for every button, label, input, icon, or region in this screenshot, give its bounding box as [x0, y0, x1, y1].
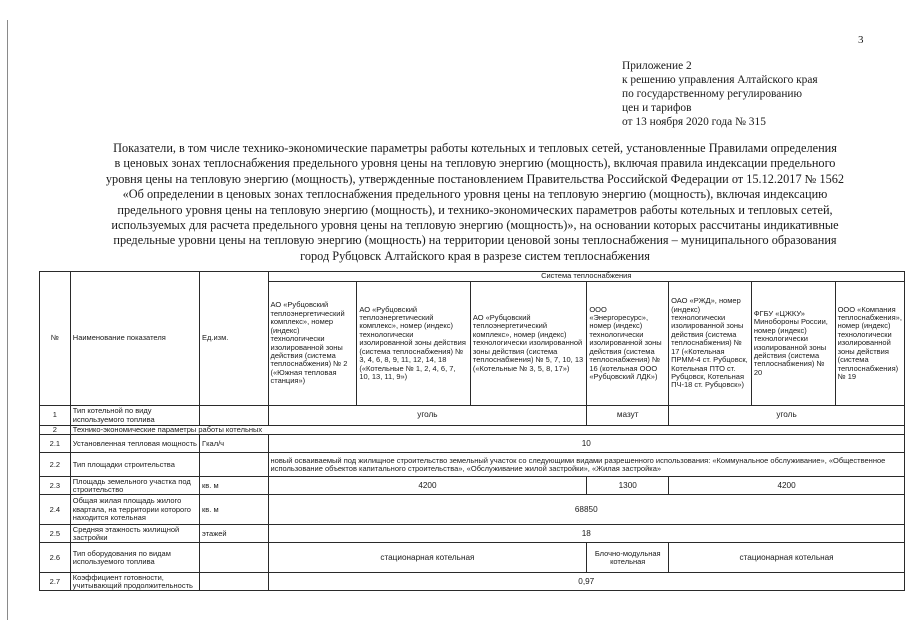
table-row [40, 435, 905, 453]
row-value: уголь [268, 406, 587, 426]
row-unit [200, 406, 268, 426]
row-name: Тип оборудования по видам используемого топлива [70, 543, 199, 573]
title-line: уровня цены на тепловую энергию (мощность), утвержденные постановлением Правительства Российской Федерации от 15.12.2017 № 1562 [105, 171, 845, 186]
title-line: в ценовых зонах теплоснабжения предельного уровня цены на тепловую энергию (мощность), включая правила индексации предельного [114, 156, 836, 171]
header-system-2: АО «Рубцовский теплоэнергетический комплекс», номер (индекс) технологически изолированной зоны действия (система теплоснабжения) № 3, 4, 6, 8, 9, 11, 12, 14, 18 («Котельные № 1, 2, 4, 6, 7, 10, 13, 11, 9») [357, 282, 471, 406]
title-line: предельные уровни цены на тепловую энергию (мощность) на территории ценовой зоны теплоснабжения – муниципального образования [113, 233, 837, 248]
row-value: новый осваиваемый под жилищное строительство земельный участок со следующими видами разрешенного использования: «Коммунальное обслуживание», «Общественное использование объектов капитального строительства», «Обслуживание жилой застройки», «Жилая застройка» [268, 453, 905, 477]
header-heat-supply-system: Система теплоснабжения [268, 272, 905, 282]
table-row [40, 453, 905, 477]
title-line: используемых для расчета предельного уровня цены на тепловую энергию (мощность)», на основании которых рассчитаны индикативные [111, 218, 839, 233]
row-value: стационарная котельная [669, 543, 905, 573]
appendix-line: от 13 ноября 2020 года № 315 [622, 115, 766, 128]
parameters-table [39, 271, 905, 591]
header-system-7: ООО «Компания теплоснабжения», номер (индекс) технологически изолированной зоны действия (система теплоснабжения) № 19 [835, 282, 904, 406]
row-value: 4200 [268, 477, 587, 495]
row-value: уголь [669, 406, 905, 426]
title-line: предельного уровня цены на тепловую энергию (мощность), и технико-экономических параметров работы котельных и тепловых сетей, [117, 202, 833, 217]
appendix-line: к решению управления Алтайского края [622, 73, 818, 86]
title-line: «Об определении в ценовых зонах теплоснабжения предельного уровня цены на тепловую энергию (мощность), включая индексацию [122, 187, 828, 202]
row-number: 2.5 [40, 525, 71, 543]
header-system-3: АО «Рубцовский теплоэнергетический комплекс», номер (индекс) технологически изолированной зоны действия (система теплоснабжения) № 5, 7, 10, 13 («Котельные № 3, 5, 8, 17») [470, 282, 586, 406]
header-system-1: АО «Рубцовский теплоэнергетический комплекс», номер (индекс) технологически изолированной зоны действия (система теплоснабжения) № 2 («Южная тепловая станция») [268, 282, 357, 406]
row-name: Площадь земельного участка под строительство [70, 477, 199, 495]
title-line: город Рубцовск Алтайского края в разрезе систем теплоснабжения [300, 248, 650, 263]
document-title [80, 141, 870, 264]
table-row [40, 426, 905, 435]
header-no: № [40, 272, 71, 406]
row-name: Тип площадки строительства [70, 453, 199, 477]
row-number: 2.2 [40, 453, 71, 477]
row-unit: кв. м [200, 477, 268, 495]
row-unit: кв. м [200, 495, 268, 525]
section-title: Технико-экономические параметры работы котельных [70, 426, 904, 435]
row-unit: этажей [200, 525, 268, 543]
row-value: 18 [268, 525, 905, 543]
row-number: 2.4 [40, 495, 71, 525]
row-unit [200, 543, 268, 573]
header-system-5: ОАО «РЖД», номер (индекс) технологически изолированной зоны действия (система теплоснабжения) № 17 («Котельная ПРММ-4 ст. Рубцовск, Котельная ПТО ст. Рубцовск, Котельная ПЧ-18 ст. Рубцовск») [669, 282, 752, 406]
appendix-line: Приложение 2 [622, 60, 692, 72]
table-row [40, 573, 905, 591]
header-system-4: ООО «Энергоресурс», номер (индекс) технологически изолированной зоны действия (система теплоснабжения) № 16 (котельная ООО «Рубцовский ЛДК») [587, 282, 669, 406]
appendix-line: цен и тарифов [622, 101, 692, 114]
row-number: 2.7 [40, 573, 71, 591]
row-name: Коэффициент готовности, учитывающий продолжительность [70, 573, 199, 591]
title-line: Показатели, в том числе технико-экономические параметры работы котельных и тепловых сетей, установленные Правилами определения [113, 141, 837, 155]
table-row [40, 525, 905, 543]
row-number: 2 [40, 426, 71, 435]
row-name: Общая жилая площадь жилого квартала, на территории которого находится котельная [70, 495, 199, 525]
row-unit [200, 573, 268, 591]
row-number: 2.1 [40, 435, 71, 453]
row-number: 2.6 [40, 543, 71, 573]
row-unit [200, 453, 268, 477]
table-row [40, 495, 905, 525]
page-edge-line [7, 20, 8, 620]
row-number: 2.3 [40, 477, 71, 495]
row-value: Блочно-модульная котельная [587, 543, 669, 573]
row-value: 4200 [669, 477, 905, 495]
table-row [40, 543, 905, 573]
row-value: 1300 [587, 477, 669, 495]
page-number: 3 [858, 34, 864, 46]
row-value: 68850 [268, 495, 905, 525]
row-name: Установленная тепловая мощность [70, 435, 199, 453]
row-value: мазут [587, 406, 669, 426]
row-number: 1 [40, 406, 71, 426]
header-unit: Ед.изм. [200, 272, 268, 406]
table-row [40, 406, 905, 426]
row-unit: Гкал/ч [200, 435, 268, 453]
row-value: 0,97 [268, 573, 905, 591]
header-system-6: ФГБУ «ЦЖКУ» Минобороны России, номер (индекс) технологически изолированной зоны действия (система теплоснабжения) № 20 [751, 282, 835, 406]
appendix-block [622, 60, 818, 130]
header-indicator-name: Наименование показателя [70, 272, 199, 406]
row-name: Тип котельной по виду используемого топлива [70, 406, 199, 426]
row-value: стационарная котельная [268, 543, 587, 573]
row-value: 10 [268, 435, 905, 453]
row-name: Средняя этажность жилищной застройки [70, 525, 199, 543]
appendix-line: по государственному регулированию [622, 87, 803, 100]
table-row [40, 477, 905, 495]
